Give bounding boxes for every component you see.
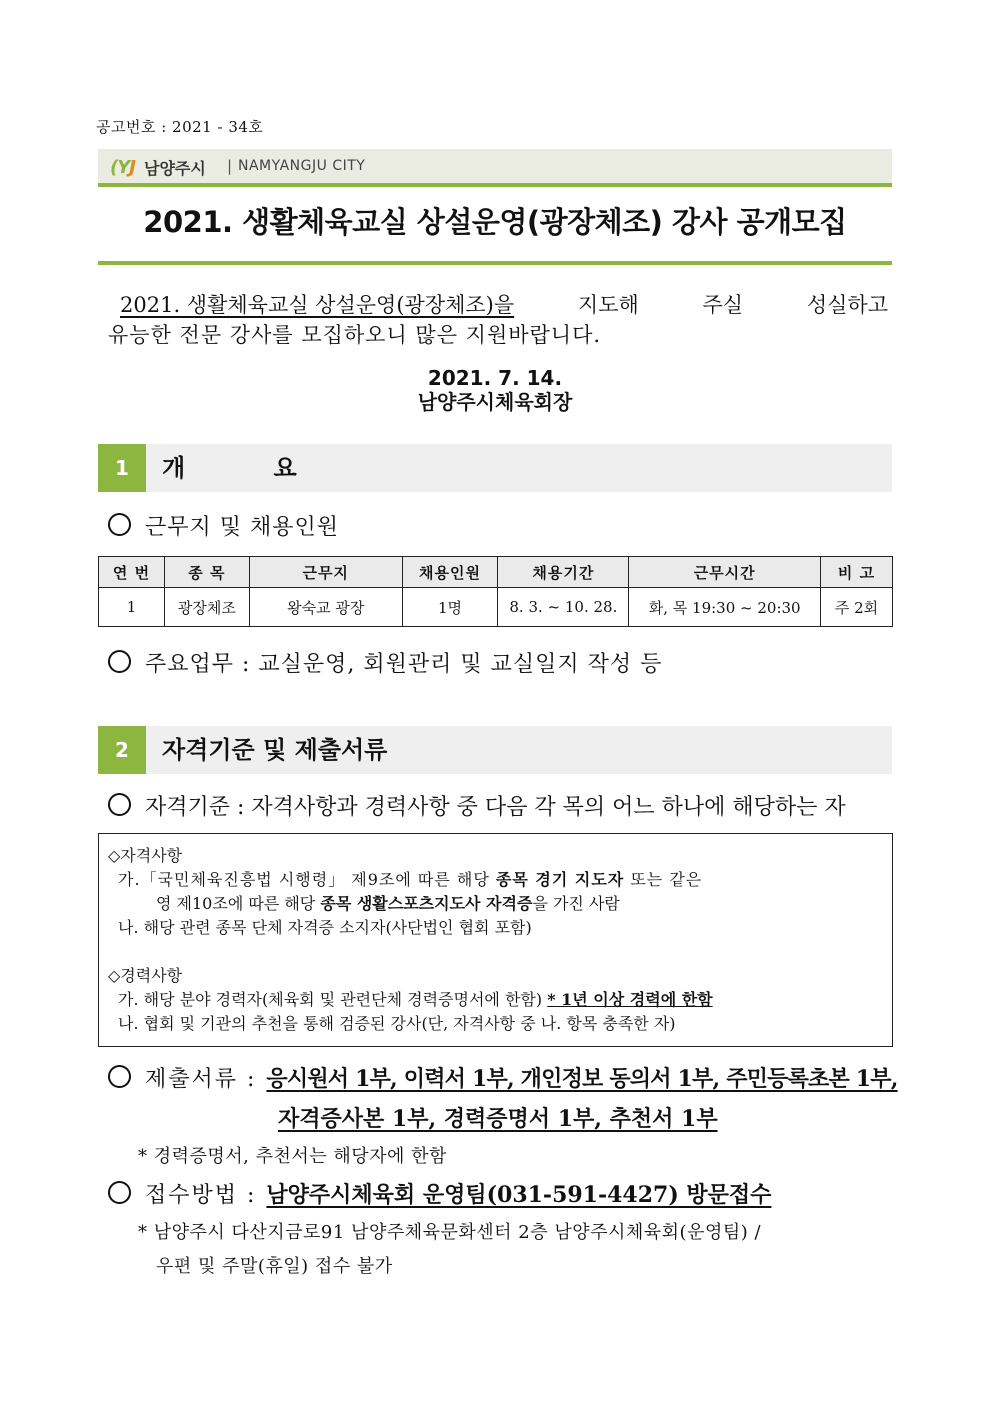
section-1-number: 1 (98, 444, 146, 492)
notice-number: 공고번호 : 2021 - 34호 (96, 118, 264, 136)
workplace-heading-text: 근무지 및 채용인원 (145, 515, 340, 540)
table-header: 근무지 (249, 557, 402, 588)
section-1-title: 개 요 (162, 454, 337, 482)
section-2-number: 2 (98, 726, 146, 774)
table-row (99, 588, 893, 627)
circle-bullet-icon (108, 1181, 131, 1204)
career-heading: ◇경력사항 (108, 966, 183, 985)
table-cell: 광장체조 (164, 588, 249, 627)
qa2-bold: 종목 생활스포츠지도사 자격증 (320, 894, 533, 913)
table-header: 비 고 (821, 557, 893, 588)
circle-bullet-icon (108, 513, 131, 536)
career-a-emphasis: * 1년 이상 경력에 한함 (547, 990, 713, 1009)
intro-paragraph (108, 290, 888, 350)
documents-list-2: 자격증사본 1부, 경력증명서 1부, 추천서 1부 (278, 1106, 718, 1132)
title-divider (98, 261, 892, 265)
documents-note: * 경력증명서, 추천서는 해당자에 한함 (138, 1146, 447, 1167)
qualification-item-b: 나. 해당 관련 종목 단체 자격증 소지자(사단법인 협회 포함) (118, 918, 532, 937)
notice-date-block (98, 366, 892, 414)
career-item-b: 나. 협회 및 기관의 추천을 통해 검증된 강사(단, 자격사항 중 나. 항목 충족한 자) (118, 1014, 676, 1033)
receipt-label: 접수방법 : (145, 1183, 257, 1208)
logo-english-name: NAMYANGJU CITY (238, 158, 366, 174)
table-header: 채용기간 (498, 557, 629, 588)
circle-bullet-icon (108, 793, 131, 816)
receipt-line (108, 1178, 771, 1209)
intro-line-1 (108, 290, 888, 320)
qa1-part: 또는 같은 (624, 870, 703, 889)
criteria-text: 자격기준 : 자격사항과 경력사항 중 다음 각 목의 어느 하나에 해당하는 자 (145, 795, 846, 820)
section-2-title: 자격기준 및 제출서류 (162, 736, 388, 764)
recruitment-table (98, 556, 893, 627)
notice-date: 2021. 7. 14. (427, 366, 563, 390)
table-cell: 주 2회 (821, 588, 893, 627)
duties-line (108, 647, 662, 678)
qualification-item-a-line2 (156, 892, 620, 916)
logo-separator: | (227, 157, 233, 175)
qa1-part: 가.「국민체육진흥법 시행령」 제9조에 따른 해당 (118, 870, 496, 889)
intro-line-2: 유능한 전문 강사를 모집하오니 많은 지원바랍니다. (108, 323, 602, 347)
receipt-note-2: 우편 및 주말(휴일) 접수 불가 (156, 1256, 393, 1277)
table-header: 종 목 (164, 557, 249, 588)
qa1-bold: 종목 경기 지도자 (495, 870, 625, 889)
documents-line-2 (278, 1102, 718, 1133)
career-item-a (118, 988, 713, 1012)
duties-text: 주요업무 : 교실운영, 회원관리 및 교실일지 작성 등 (145, 652, 663, 677)
intro-underlined: 2021. 생활체육교실 상설운영(광장체조)을 (120, 293, 515, 317)
city-logo-icon: (YJ (110, 157, 135, 178)
receipt-value: 남양주시체육회 운영팀(031-591-4427) 방문접수 (266, 1182, 772, 1208)
intro-word: 지도해 (577, 293, 639, 317)
table-cell: 1 (99, 588, 165, 627)
table-header: 채용인원 (402, 557, 498, 588)
page-title: 2021. 생활체육교실 상설운영(광장체조) 강사 공개모집 (143, 205, 847, 239)
documents-line-1 (108, 1062, 898, 1093)
qa2-part: 을 가진 사람 (532, 894, 620, 913)
table-cell: 왕숙교 광장 (249, 588, 402, 627)
documents-label: 제출서류 : (145, 1067, 257, 1092)
intro-word: 성실하고 (806, 293, 888, 317)
issuer: 남양주시체육회장 (417, 390, 573, 414)
receipt-note-1: * 남양주시 다산지금로91 남양주체육문화센터 2층 남양주시체육회(운영팀) / (138, 1222, 762, 1243)
career-a-text: 가. 해당 분야 경력자(체육회 및 관련단체 경력증명서에 한함) (118, 990, 548, 1009)
table-cell: 화, 목 19:30 ~ 20:30 (629, 588, 821, 627)
table-cell: 1명 (402, 588, 498, 627)
qualification-item-a-line1 (118, 868, 702, 892)
table-cell: 8. 3. ~ 10. 28. (498, 588, 629, 627)
qa2-part: 영 제10조에 따른 해당 (156, 894, 321, 913)
qualification-heading: ◇자격사항 (108, 846, 183, 865)
criteria-line (108, 790, 846, 821)
workplace-heading (108, 510, 339, 541)
table-header: 근무시간 (629, 557, 821, 588)
logo-bar-divider (98, 183, 892, 187)
circle-bullet-icon (108, 1065, 131, 1088)
table-header-row (99, 557, 893, 588)
logo-bar (98, 149, 892, 183)
table-header: 연 번 (99, 557, 165, 588)
logo-korean-name: 남양주시 (144, 159, 206, 178)
intro-word: 주실 (702, 293, 744, 317)
documents-list-1: 응시원서 1부, 이력서 1부, 개인정보 동의서 1부, 주민등록초본 1부, (266, 1066, 898, 1092)
circle-bullet-icon (108, 650, 131, 673)
